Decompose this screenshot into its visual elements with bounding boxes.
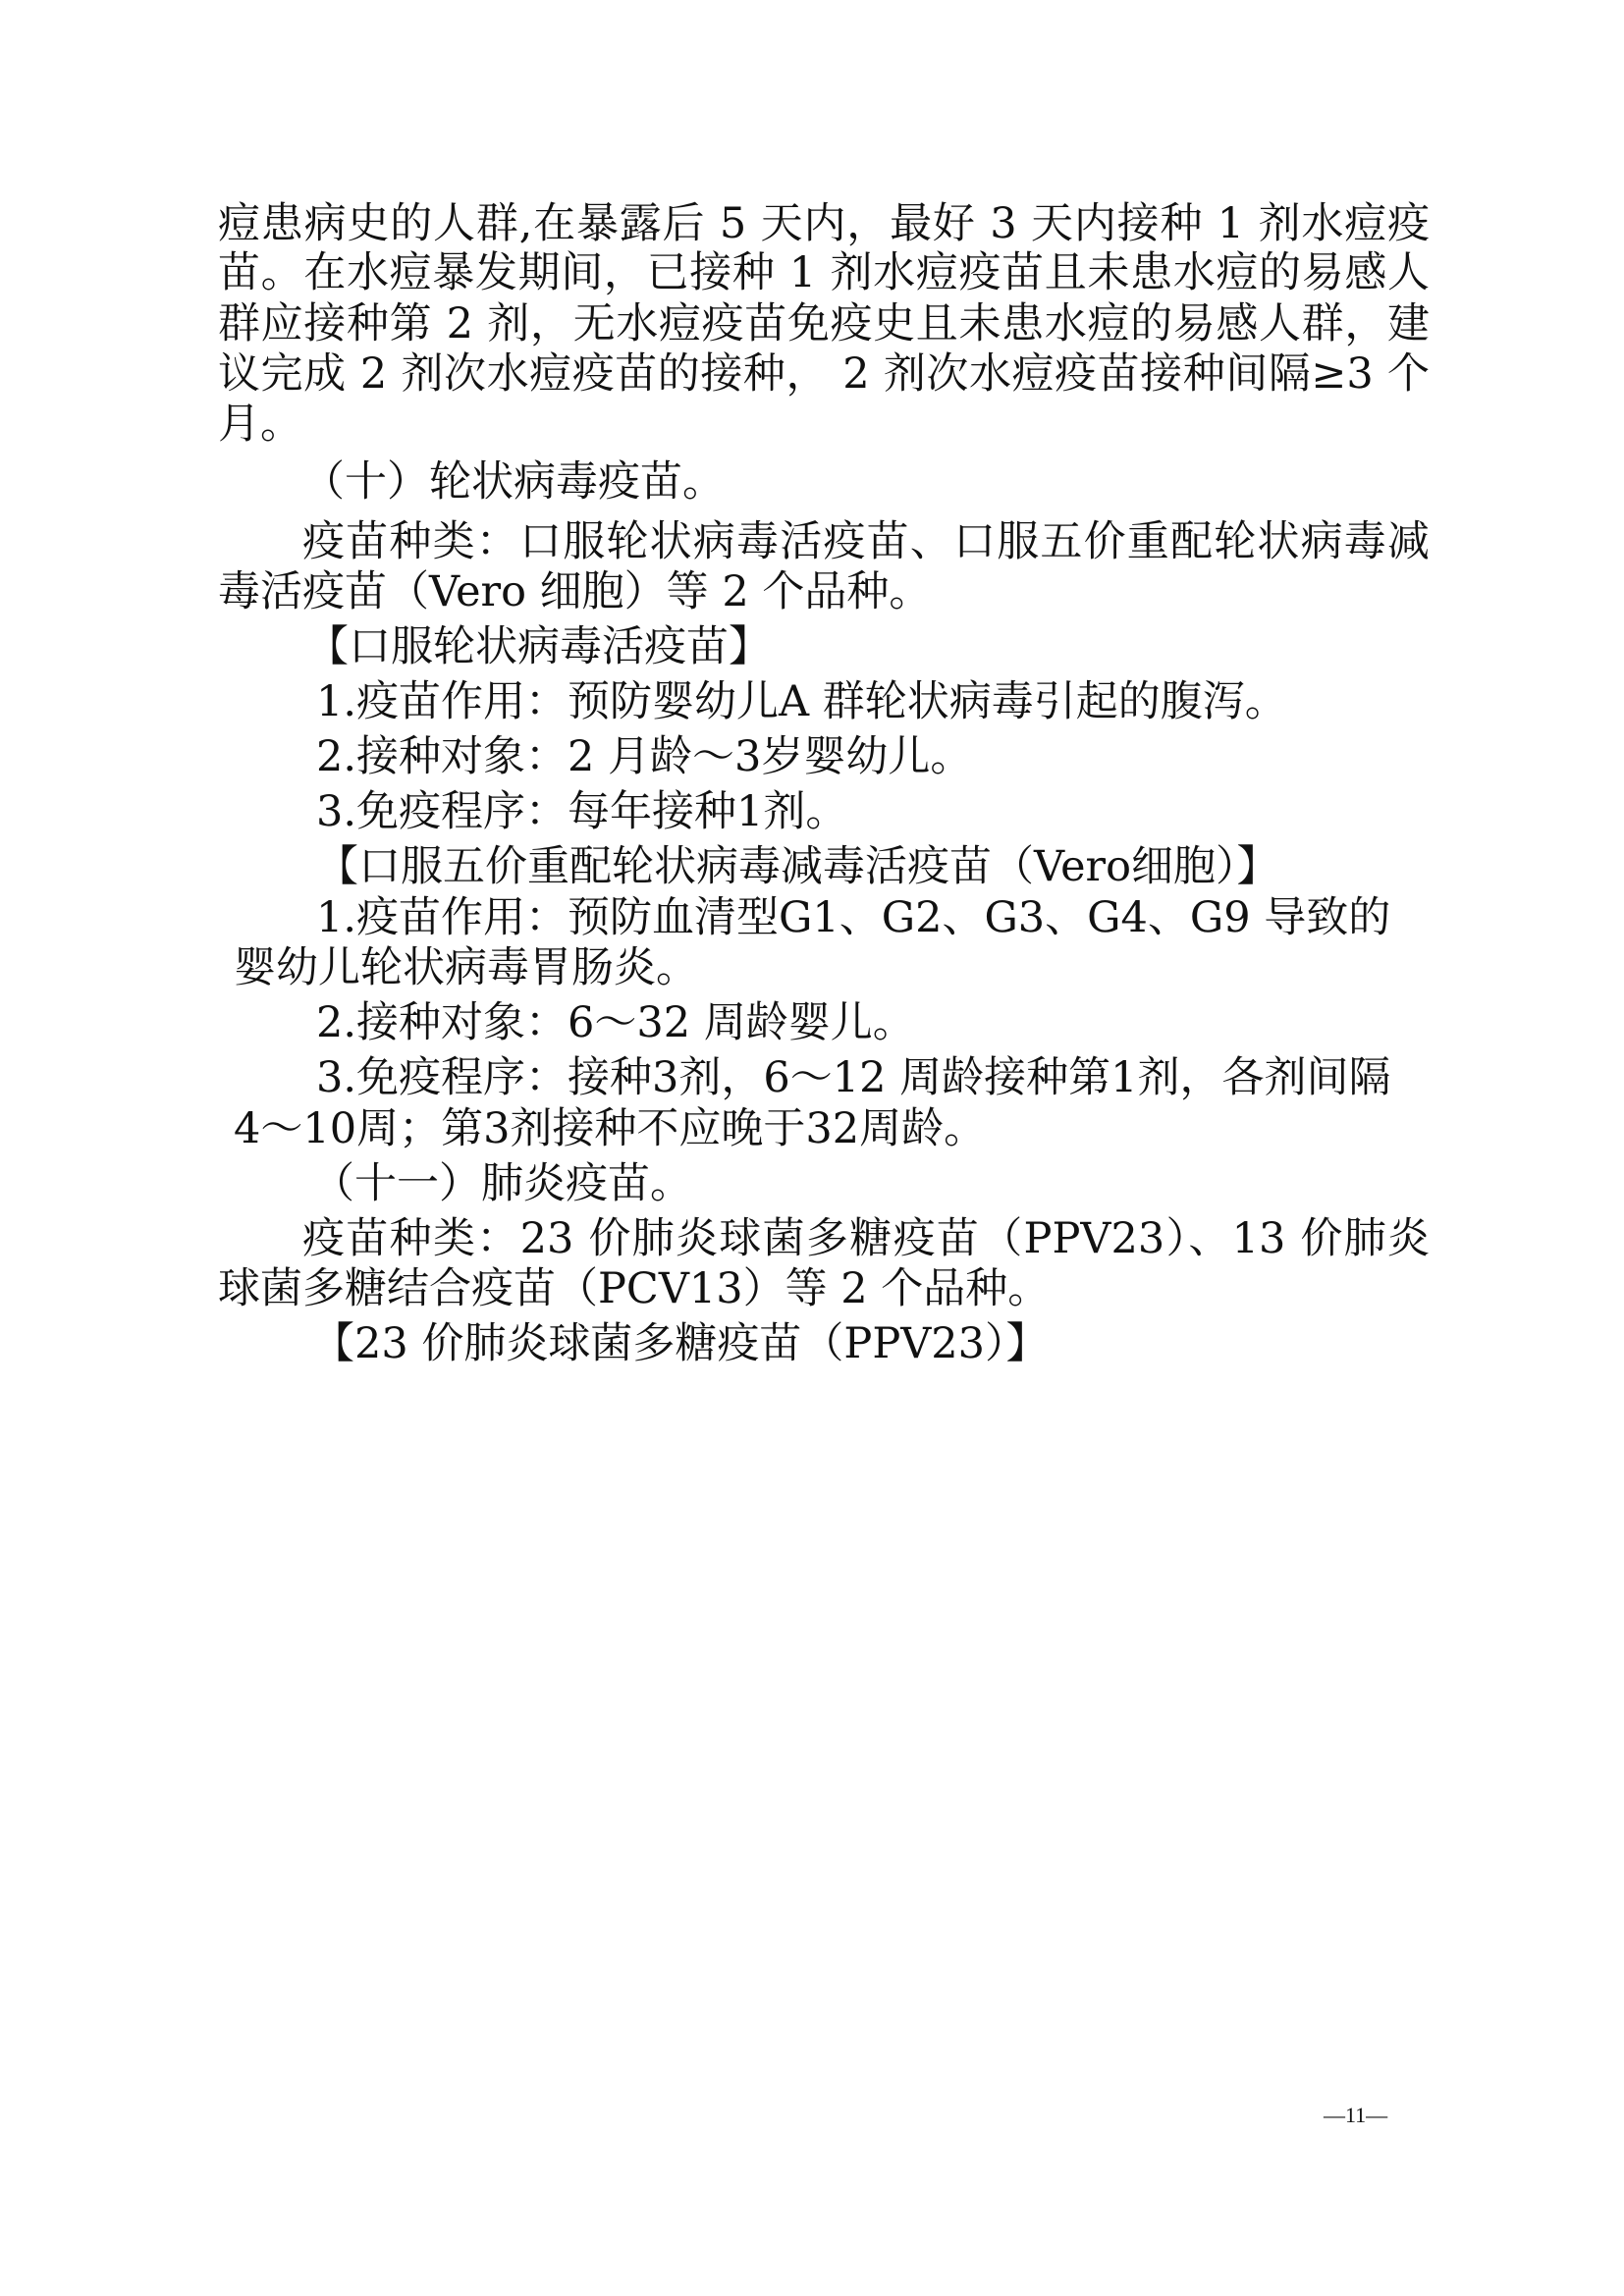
text-line: 2.接种对象：2 月龄～3岁婴幼儿。 [316, 732, 973, 781]
text-line: 1.疫苗作用：预防血清型G1、G2、G3、G4、G9 导致的 [316, 893, 1391, 942]
text-line: 月。 [218, 400, 302, 449]
subsection-heading: 【23 价肺炎球菌多糖疫苗（PPV23）】 [312, 1319, 1049, 1368]
text-line: 群应接种第 2 剂，无水痘疫苗免疫史且未患水痘的易感人群，建 [218, 299, 1430, 348]
text-line: 苗。在水痘暴发期间，已接种 1 剂水痘疫苗且未患水痘的易感人 [218, 248, 1430, 297]
subsection-heading: 【口服五价重配轮状病毒减毒活疫苗（Vero细胞）】 [316, 842, 1279, 891]
section-heading: （十）轮状病毒疫苗。 [302, 457, 725, 507]
text-line: 婴幼儿轮状病毒胃肠炎。 [234, 943, 698, 992]
text-line: 3.免疫程序：每年接种1剂。 [316, 787, 848, 836]
text-line: 议完成 2 剂次水痘疫苗的接种， 2 剂次水痘疫苗接种间隔≥3 个 [218, 349, 1430, 399]
subsection-heading: 【口服轮状病毒活疫苗】 [306, 622, 771, 671]
text-line: 2.接种对象：6～32 周龄婴儿。 [316, 998, 915, 1047]
text-line: 4～10周；第3剂接种不应晚于32周龄。 [234, 1104, 987, 1153]
text-line: 毒活疫苗（Vero 细胞）等 2 个品种。 [218, 567, 932, 616]
text-line: 3.免疫程序：接种3剂，6～12 周龄接种第1剂，各剂间隔 [316, 1053, 1391, 1102]
section-heading: （十一）肺炎疫苗。 [312, 1159, 692, 1208]
text-line: 疫苗种类：口服轮状病毒活疫苗、口服五价重配轮状病毒减 [302, 517, 1430, 566]
text-line: 痘患病史的人群,在暴露后 5 天内，最好 3 天内接种 1 剂水痘疫 [218, 199, 1430, 248]
text-line: 1.疫苗作用：预防婴幼儿A 群轮状病毒引起的腹泻。 [316, 677, 1287, 726]
page-number: —11— [1324, 2103, 1388, 2127]
text-line: 球菌多糖结合疫苗（PCV13）等 2 个品种。 [218, 1264, 1051, 1313]
text-line: 疫苗种类：23 价肺炎球菌多糖疫苗（PPV23）、13 价肺炎 [302, 1214, 1430, 1263]
